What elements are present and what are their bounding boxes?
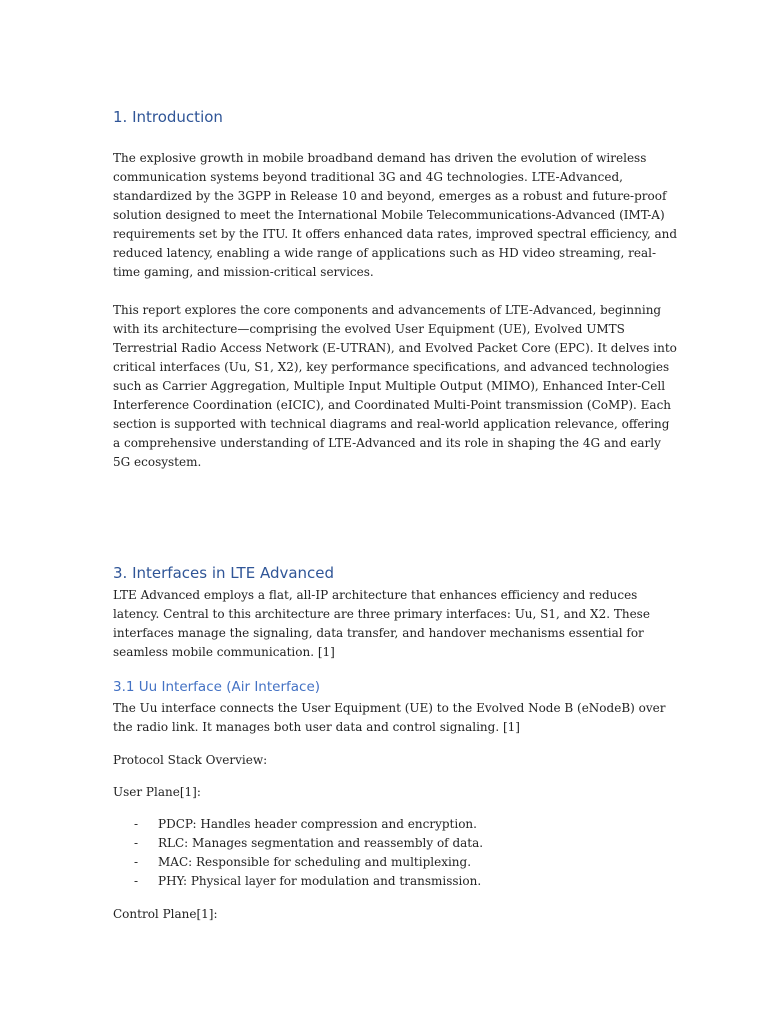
text-line: seamless mobile communication. [1] xyxy=(113,645,335,659)
text-line: 5G ecosystem. xyxy=(113,455,202,469)
text-line: interfaces manage the signaling, data transfer, and handover mechanisms essential for xyxy=(113,626,644,640)
text-line: LTE Advanced employs a flat, all-IP architecture that enhances efficiency and reduces xyxy=(113,588,638,602)
text-line: such as Carrier Aggregation, Multiple Input Multiple Output (MIMO), Enhanced Inter-Cell xyxy=(113,379,666,393)
list-item-text: MAC: Responsible for scheduling and multiplexing. xyxy=(158,855,472,869)
text-line: Interference Coordination (eICIC), and Coordinated Multi-Point transmission (CoMP). Each xyxy=(113,398,672,412)
text-line: critical interfaces (Uu, S1, X2), key performance specifications, and advanced technologies xyxy=(113,360,670,374)
bullet-dash: - xyxy=(134,855,139,869)
list-item-text: PDCP: Handles header compression and encryption. xyxy=(158,817,477,831)
text-line: the radio link. It manages both user data and control signaling. [1] xyxy=(113,720,520,734)
text-line: solution designed to meet the International Mobile Telecommunications-Advanced (IMT-A) xyxy=(113,208,665,222)
bullet-dash: - xyxy=(134,836,139,850)
section-heading-interfaces: 3. Interfaces in LTE Advanced xyxy=(113,564,335,582)
interfaces-paragraph xyxy=(113,586,658,662)
text-line: Control Plane[1]: xyxy=(113,907,218,921)
text-line: a comprehensive understanding of LTE-Advanced and its role in shaping the 4G and early xyxy=(113,436,661,450)
introduction-paragraph-2 xyxy=(113,301,677,472)
text-line: requirements set by the ITU. It offers enhanced data rates, improved spectral efficiency, and xyxy=(113,227,678,241)
text-line: time gaming, and mission-critical services. xyxy=(113,265,374,279)
section-heading-introduction: 1. Introduction xyxy=(113,108,223,126)
introduction-paragraph-1 xyxy=(113,149,678,282)
uu-interface-paragraph xyxy=(113,699,666,737)
text-line: reduced latency, enabling a wide range of applications such as HD video streaming, real- xyxy=(113,246,657,260)
user-plane-list xyxy=(113,815,483,891)
list-item-text: RLC: Manages segmentation and reassembly of data. xyxy=(158,836,484,850)
text-line: standardized by the 3GPP in Release 10 and beyond, emerges as a robust and future-proof xyxy=(113,189,667,203)
text-line: The explosive growth in mobile broadband demand has driven the evolution of wireless xyxy=(113,151,647,165)
text-line: with its architecture—comprising the evolved User Equipment (UE), Evolved UMTS xyxy=(113,322,625,336)
text-line: Terrestrial Radio Access Network (E-UTRAN), and Evolved Packet Core (EPC). It delves into xyxy=(113,341,677,355)
list-item-text: PHY: Physical layer for modulation and transmission. xyxy=(158,874,482,888)
list-item xyxy=(113,815,483,834)
protocol-stack-label xyxy=(113,751,658,770)
text-line: section is supported with technical diagrams and real-world application relevance, offering xyxy=(113,417,670,431)
list-item xyxy=(113,834,483,853)
text-line: This report explores the core components and advancements of LTE-Advanced, beginning xyxy=(113,303,662,317)
list-item xyxy=(113,872,483,891)
subsection-heading-uu-interface: 3.1 Uu Interface (Air Interface) xyxy=(113,679,321,695)
text-line: communication systems beyond traditional 3G and 4G technologies. LTE-Advanced, xyxy=(113,170,623,184)
text-line: The Uu interface connects the User Equipment (UE) to the Evolved Node B (eNodeB) over xyxy=(113,701,666,715)
list-item xyxy=(113,853,483,872)
bullet-dash: - xyxy=(134,874,139,888)
control-plane-label xyxy=(113,905,658,924)
text-line: Protocol Stack Overview: xyxy=(113,753,268,767)
text-line: User Plane[1]: xyxy=(113,785,201,799)
user-plane-label xyxy=(113,783,658,802)
text-line: latency. Central to this architecture are three primary interfaces: Uu, S1, and X2. These xyxy=(113,607,650,621)
bullet-dash: - xyxy=(134,817,139,831)
